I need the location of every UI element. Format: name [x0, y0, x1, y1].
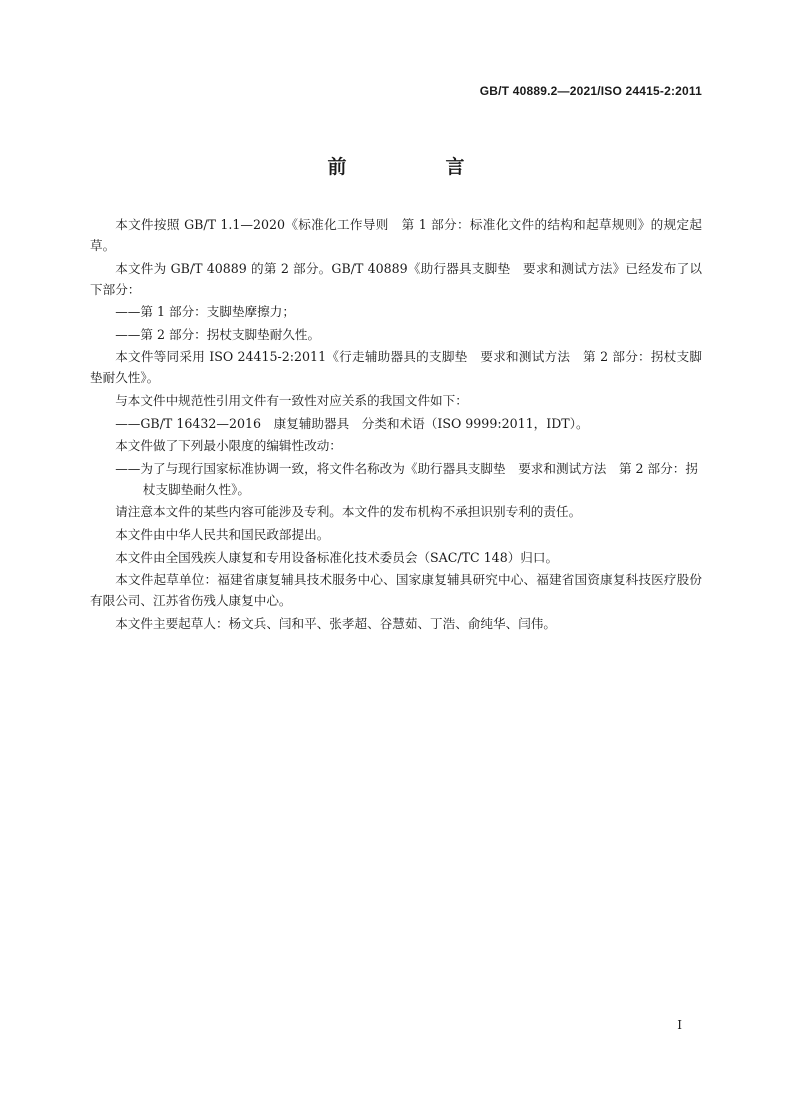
paragraph-patent-notice: 请注意本文件的某些内容可能涉及专利。本文件的发布机构不承担识别专利的责任。	[115, 504, 582, 520]
paragraph-drafting-rules: 本文件按照 GB/T 1.1—2020《标准化工作导则 第 1 部分：标准化文件的结构和起草规则》的规定起草。	[90, 217, 702, 253]
foreword-body	[90, 214, 702, 635]
paragraph-editorial-changes: 本文件做了下列最小限度的编辑性改动：	[115, 438, 342, 454]
paragraph-technical-committee: 本文件由全国残疾人康复和专用设备标准化技术委员会（SAC/TC 148）归口。	[115, 549, 559, 565]
paragraph-drafting-organizations: 本文件起草单位：福建省康复辅具技术服务中心、国家康复辅具研究中心、福建省国资康复科技医疗股份有限公司、江苏省伤残人康复中心。	[90, 572, 702, 609]
page-title: 前 言	[327, 156, 505, 178]
paragraph-normative-references: 与本文件中规范性引用文件有一致性对应关系的我国文件如下：	[115, 392, 468, 408]
paragraph-iso-adoption: 本文件等同采用 ISO 24415-2:2011《行走辅助器具的支脚垫 要求和测试方法 第 2 部分：拐杖支脚垫耐久性》。	[90, 349, 702, 386]
list-item-editorial-change: ——为了与现行国家标准协调一致，将文件名称改为《助行器具支脚垫 要求和测试方法 第 2 部分：拐杖支脚垫耐久性》。	[115, 460, 698, 497]
list-item-part-2: ——第 2 部分：拐杖支脚垫耐久性。	[115, 326, 321, 342]
page-number: I	[677, 1018, 682, 1032]
list-item-reference: ——GB/T 16432—2016 康复辅助器具 分类和术语（ISO 9999:2011，IDT）。	[115, 415, 589, 431]
paragraph-drafters: 本文件主要起草人：杨文兵、闫和平、张孝超、谷慧茹、丁浩、俞纯华、闫伟。	[115, 615, 556, 631]
paragraph-series-parts: 本文件为 GB/T 40889 的第 2 部分。GB/T 40889《助行器具支脚垫 要求和测试方法》已经发布了以下部分：	[90, 260, 702, 297]
list-item-part-1: ——第 1 部分：支脚垫摩擦力；	[115, 304, 295, 320]
paragraph-proposed-by: 本文件由中华人民共和国民政部提出。	[115, 526, 330, 542]
standard-code: GB/T 40889.2—2021/ISO 24415-2:2011	[479, 84, 702, 98]
